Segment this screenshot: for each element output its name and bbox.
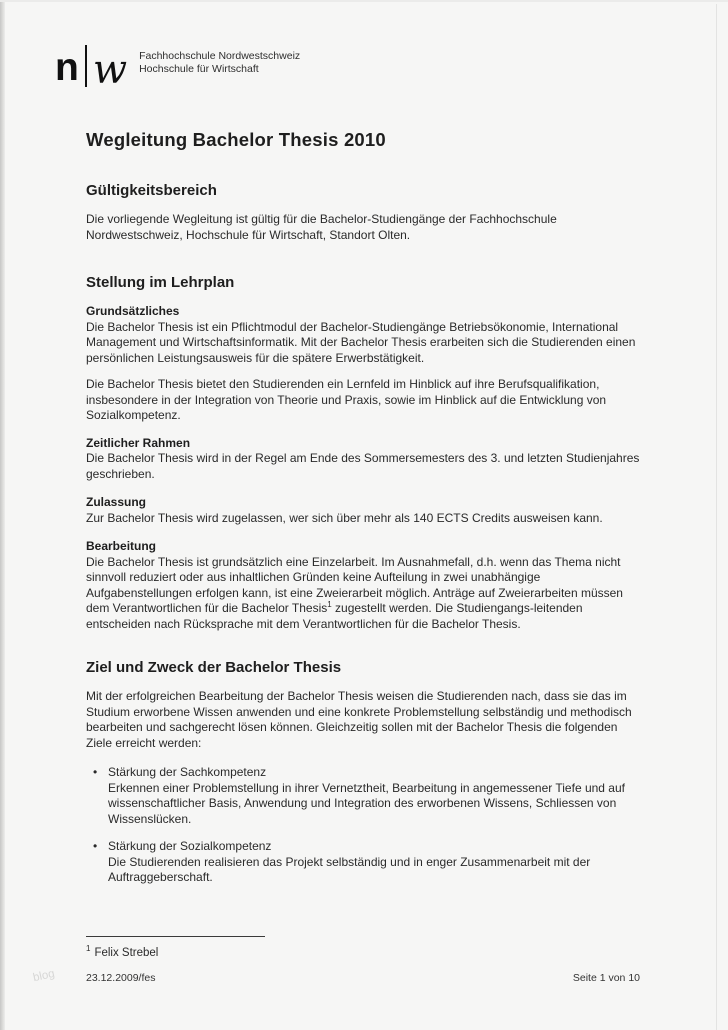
paragraph-zulassung: Zur Bachelor Thesis wird zugelassen, wer sich über mehr als 140 ECTS Credits ausweisen kann. [86, 510, 603, 525]
list-item [86, 839, 642, 886]
document-title: Wegleitung Bachelor Thesis 2010 [86, 129, 386, 150]
subsection-grundsaetzliches [86, 304, 642, 366]
document-body [86, 0, 642, 886]
section-heading-stellung-im-lehrplan: Stellung im Lehrplan [86, 274, 235, 291]
page-footer [86, 972, 640, 984]
logo-letter-n: n [55, 46, 79, 89]
subsection-heading-zeitlicher-rahmen: Zeitlicher Rahmen [86, 435, 191, 450]
section-heading-gueltigkeitsbereich: Gültigkeitsbereich [86, 182, 217, 199]
bullet-title-sozialkompetenz: Stärkung der Sozialkompetenz [108, 839, 272, 853]
bullet-text-sachkompetenz [108, 765, 642, 827]
footer-page-number: Seite 1 von 10 [572, 972, 640, 984]
page-edge-shadow-left [0, 0, 5, 1030]
footnote-author: Felix Strebel [94, 946, 159, 959]
goals-bullet-list [86, 765, 642, 886]
scan-watermark: blog [31, 967, 56, 985]
paragraph-grundsaetzliches-2: Die Bachelor Thesis bietet den Studierenden ein Lernfeld im Hinblick auf ihre Berufsqualifikation, insbesondere in der Integration von Theorie und Praxis, sowie im Hinblick auf die Entwicklung von Sozialkompetenz. [86, 377, 607, 422]
bullet-body-sachkompetenz: Erkennen einer Problemstellung in ihrer Vernetztheit, Bearbeitung in angemessener Tiefe und auf wissenschaftlicher Basis, Anwendung und Integration des erworbenen Wissens, Schliessen von Wissenslücken. [108, 780, 625, 826]
logo-org-line2: Hochschule für Wirtschaft [139, 62, 259, 75]
subsection-zeitlicher-rahmen [86, 436, 642, 483]
paragraph-gueltigkeitsbereich: Die vorliegende Wegleitung ist gültig für die Bachelor-Studiengänge der Fachhochschule Nordwestschweiz, Hochschule für Wirtschaft, Standort Olten. [86, 212, 557, 242]
bullet-body-sozialkompetenz: Die Studierenden realisieren das Projekt selbständig und in enger Zusammenarbeit mit der Auftraggeberschaft. [108, 854, 591, 884]
paragraph-grundsaetzliches-1: Die Bachelor Thesis ist ein Pflichtmodul der Bachelor-Studiengänge Betriebsökonomie, International Management und Wirtschaftsinformatik. Mit der Bachelor Thesis erarbeiten sich die Studierenden einen persönlichen Leistungsausweis für die spätere Erwerbstätigkeit. [86, 319, 636, 365]
paragraph-bearbeitung-pre: Die Bachelor Thesis ist grundsätzlich eine Einzelarbeit. Im Ausnahmefall, d.h. wenn das Thema nicht sinnvoll reduziert oder aus inhaltlichen Gründen keine Aufteilung in zwei unabhängige Aufgabenstellungen erfolgen kann, ist eine Zweierarbeit möglich. Anträge auf Zweierarbeiten müssen dem Verantwortlichen für die Bachelor Thesis [86, 554, 623, 615]
bullet-title-sachkompetenz: Stärkung der Sachkompetenz [108, 765, 267, 779]
subsection-heading-zulassung: Zulassung [86, 495, 147, 509]
footnote-block [86, 936, 642, 960]
bullet-text-sozialkompetenz [108, 839, 642, 886]
bullet-marker-icon: • [93, 839, 98, 853]
footnote-marker: 1 [86, 944, 91, 953]
subsection-bearbeitung [86, 539, 642, 632]
subsection-heading-bearbeitung: Bearbeitung [86, 539, 157, 553]
footnote-reference: 1 [327, 600, 332, 609]
paragraph-bearbeitung-post: zugestellt werden. Die Studiengangs-leitenden entscheiden nach Rücksprache mit dem Verantwortlichen für die Bachelor Thesis. [86, 601, 583, 631]
logo-letter-w: w [92, 47, 128, 93]
footnote-text [86, 942, 642, 960]
paragraph-bearbeitung [86, 555, 642, 633]
subsection-zulassung [86, 495, 642, 526]
subsection-heading-grundsaetzliches: Grundsätzliches [86, 304, 180, 318]
logo-org-line1: Fachhochschule Nordwestschweiz [139, 50, 301, 62]
section-heading-ziel-und-zweck: Ziel und Zweck der Bachelor Thesis [86, 659, 342, 676]
page-edge-line-right [716, 4, 717, 1030]
list-item [86, 765, 642, 827]
footer-date: 23.12.2009/fes [86, 972, 156, 984]
paragraph-zeitlicher-rahmen: Die Bachelor Thesis wird in der Regel am Ende des Sommersemesters des 3. und letzten Studienjahres geschrieben. [86, 451, 640, 481]
paragraph-ziel-und-zweck: Mit der erfolgreichen Bearbeitung der Bachelor Thesis weisen die Studierenden nach, dass sie das im Studium erworbene Wissen anwenden und eine konkrete Problemstellung selbständig und methodisch bearbeiten und sachgerecht lösen können. Gleichzeitig sollen mit der Bachelor Thesis die folgenden Ziele erreicht werden: [86, 689, 632, 750]
footnote-divider-rule [86, 936, 265, 937]
bullet-marker-icon: • [93, 765, 98, 779]
